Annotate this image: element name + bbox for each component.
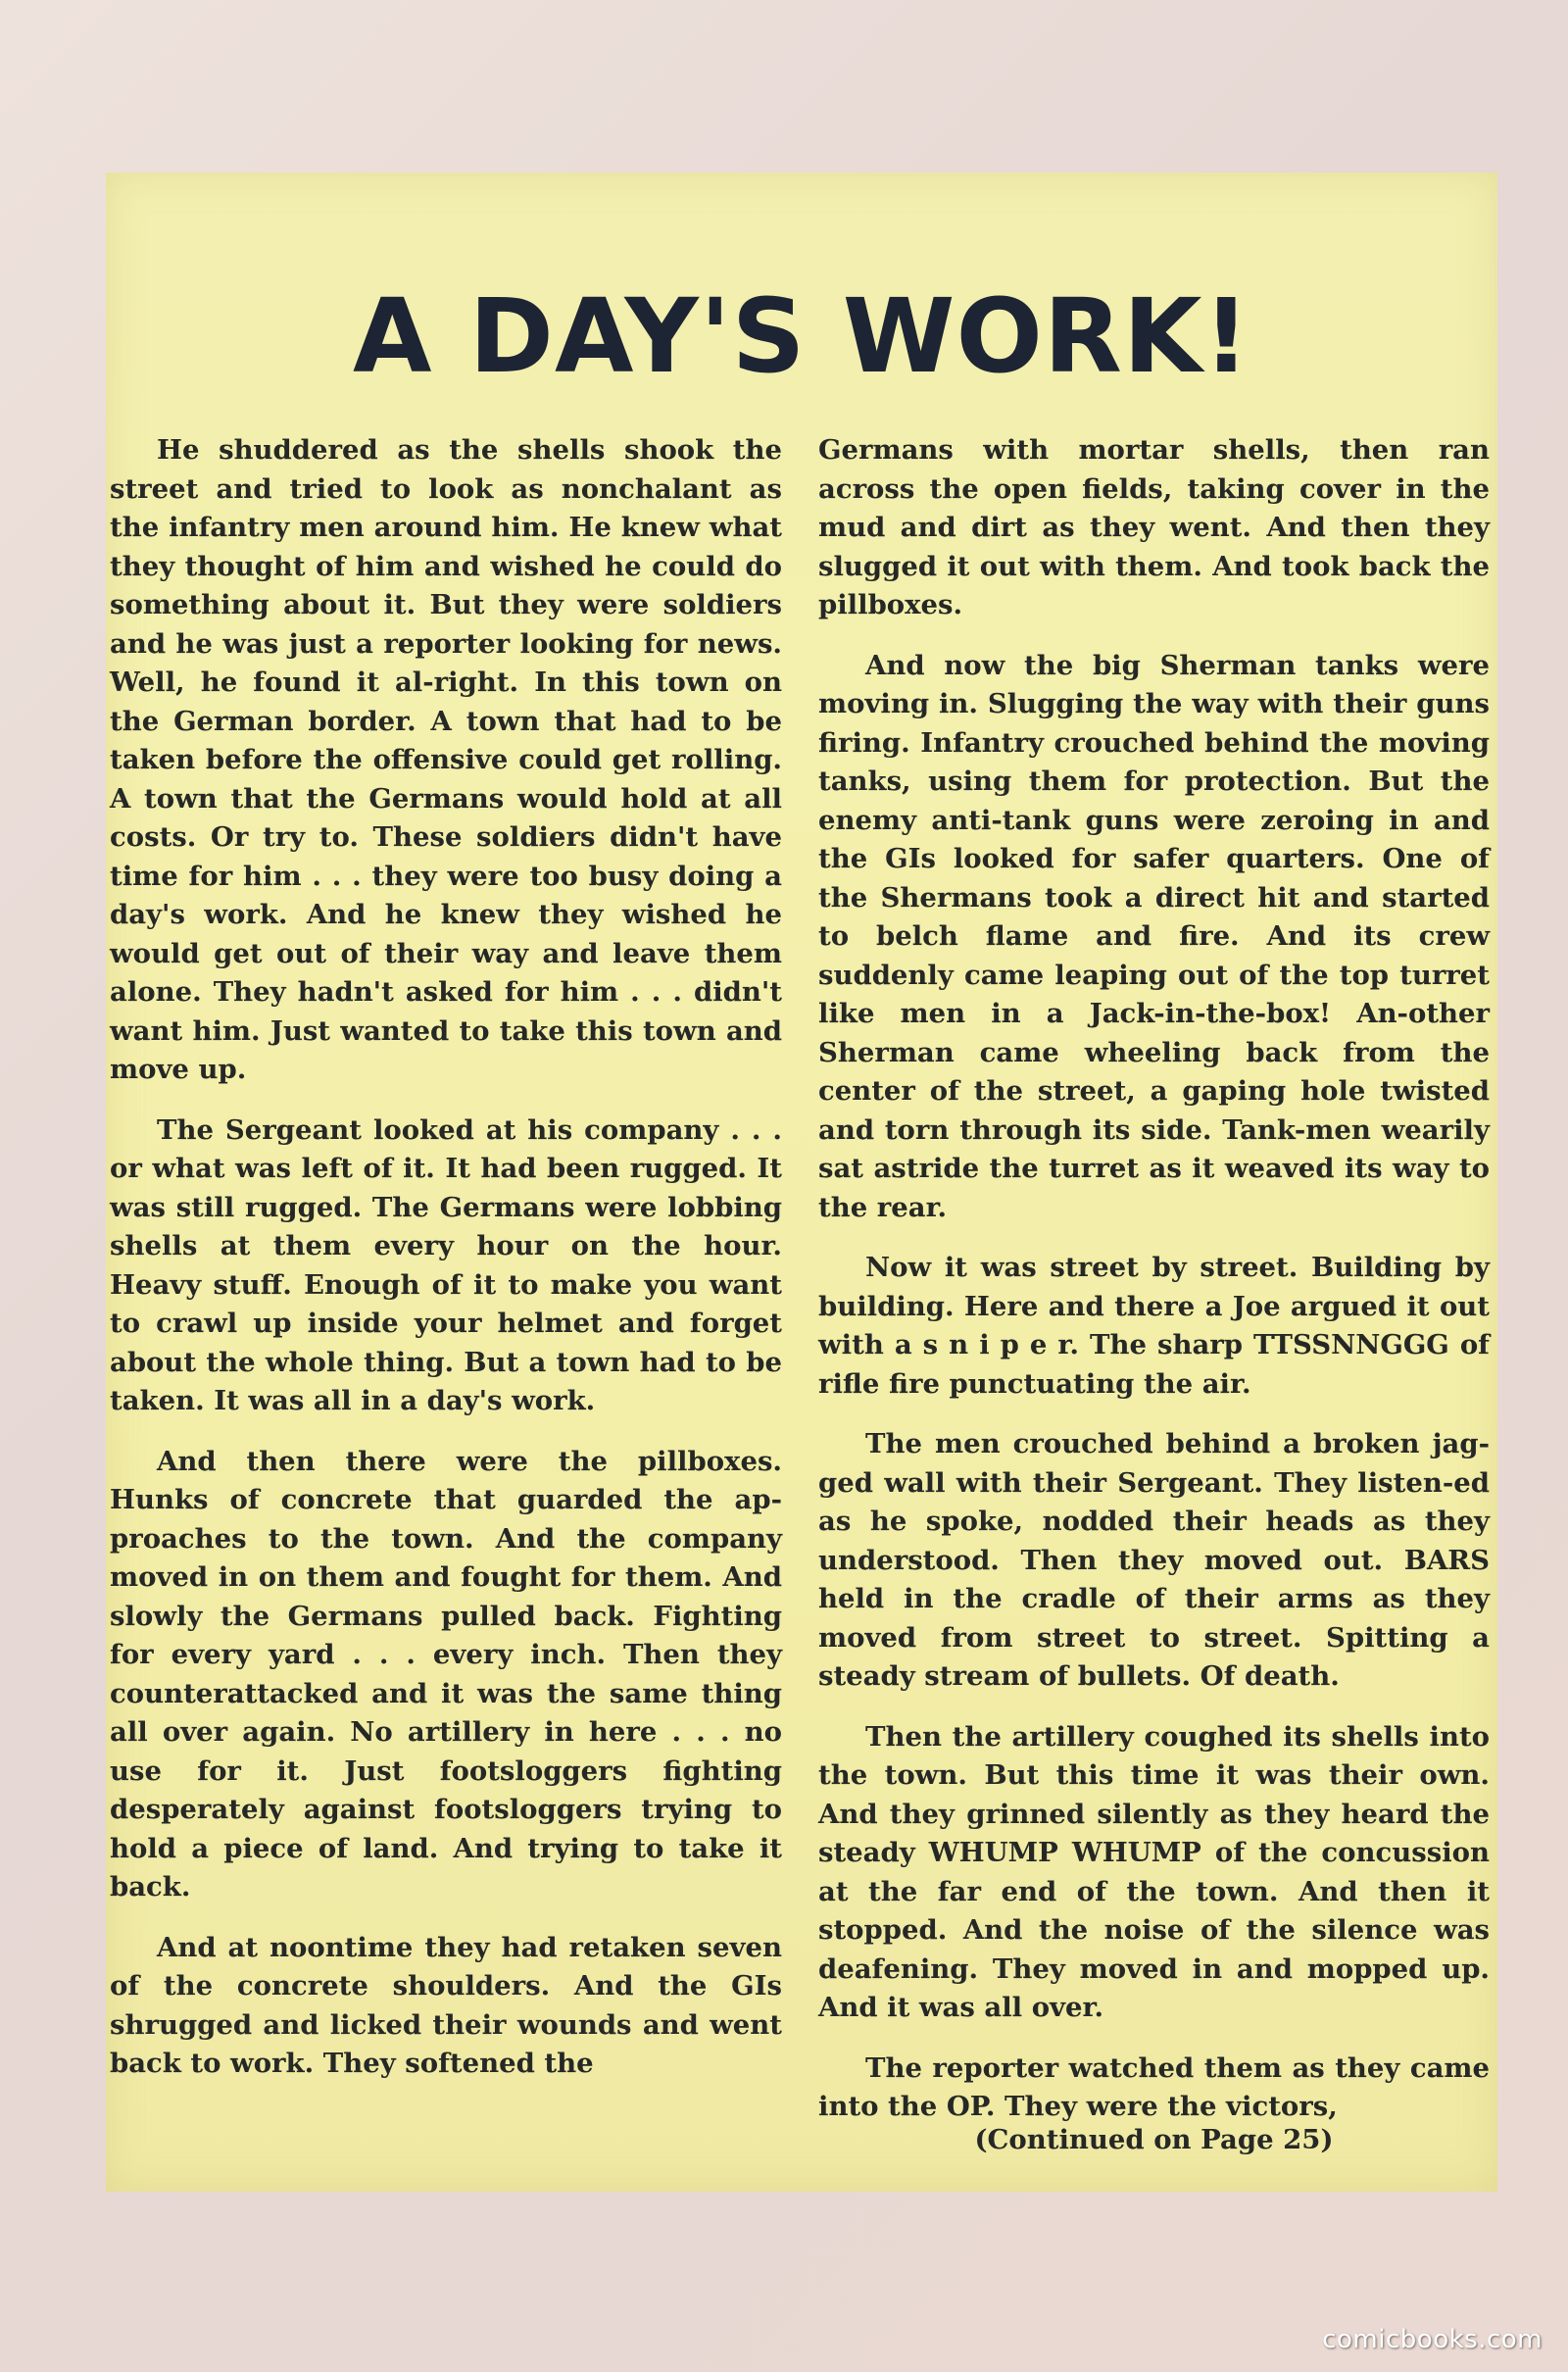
story-title: A DAY'S WORK! — [352, 276, 1251, 396]
paragraph: The reporter watched them as they came into the OP. They were the victors, — [818, 2051, 1490, 2122]
paragraph: He shuddered as the shells shook the street and tried to look as nonchalant as the infantry men around him. He knew what they thought of him and wished he could do something about it. But they were soldiers and he was just a reporter looking for news. Well, he found it al-right. In this town on the German border. A town that had to be taken before the offensive could get rolling. A town that the Germans would hold at all costs. Or try to. These soldiers didn't have time for him . . . they were too busy doing a day's work. And he knew they wished he would get out of their way and leave them alone. They hadn't asked for him . . . didn't want him. Just wanted to take this town and move up. — [110, 434, 782, 1085]
left-column — [110, 431, 782, 2105]
paragraph: And now the big Sherman tanks were moving in. Slugging the way with their guns firing. Infantry crouched behind the moving tanks, using them for protection. But the enemy anti-tank guns were zeroing in and the GIs looked for safer quarters. One of the Shermans took a direct hit and started to belch flame and fire. And its crew suddenly came leaping out of the top turret like men in a Jack-in-the-box! An-other Sherman came wheeling back from the center of the street, a gaping hole twisted and torn through its side. Tank-men wearily sat astride the turret as it weaved its way to the rear. — [818, 649, 1490, 1223]
site-watermark: comicbooks.com — [1322, 2325, 1543, 2354]
paragraph: The Sergeant looked at his company . . . or what was left of it. It had been rugged. It was still rugged. The Germans were lobbing shells at them every hour on the hour. Heavy stuff. Enough of it to make you want to crawl up inside your helmet and forget about the whole thing. But a town had to be taken. It was all in a day's work. — [110, 1113, 782, 1416]
paragraph: And at noontime they had retaken seven of the concrete shoulders. And the GIs shrugged and licked their wounds and went back to work. They softened the — [110, 1931, 782, 2079]
paragraph: Then the artillery coughed its shells into the town. But this time it was their own. And they grinned silently as they heard the steady WHUMP WHUMP of the concussion at the far end of the town. And then it stopped. And the noise of the silence was deafening. They moved in and mopped up. And it was all over. — [818, 1720, 1490, 2023]
paragraph: Now it was street by street. Building by building. Here and there a Joe argued it out with a s n i p e r. The sharp TTSSNNGGG of rifle fire punctuating the air. — [818, 1252, 1490, 1400]
paragraph-continuation: Germans with mortar shells, then ran across the open fields, taking cover in the mud and dirt as they went. And then they slugged it out with them. And took back the pillboxes. — [818, 434, 1490, 620]
paragraph: The men crouched behind a broken jag-ged wall with their Sergeant. They listen-ed as he spoke, nodded their heads as they understood. Then they moved out. BARS held in the cradle of their arms as they moved from street to street. Spitting a steady stream of bullets. Of death. — [818, 1428, 1490, 1692]
continued-note: (Continued on Page 25) — [974, 2123, 1334, 2155]
right-column — [818, 431, 1490, 2159]
paragraph: And then there were the pillboxes. Hunks of concrete that guarded the ap-proaches to the town. And the company moved in on them and fought for them. And slowly the Germans pulled back. Fighting for every yard . . . every inch. Then they counterattacked and it was the same thing all over again. No artillery in here . . . no use for it. Just footsloggers fighting desperately against footsloggers trying to hold a piece of land. And trying to take it back. — [110, 1445, 782, 1903]
